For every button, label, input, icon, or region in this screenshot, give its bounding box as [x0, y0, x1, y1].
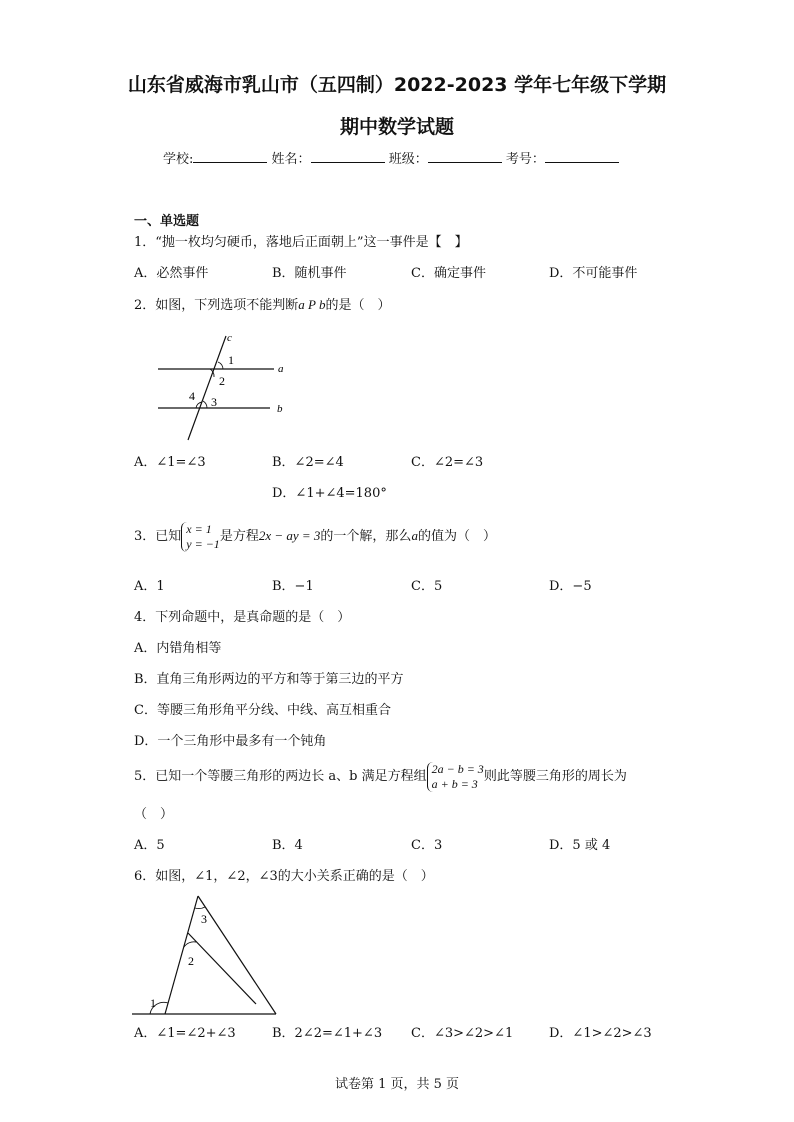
- q3-stem-prefix: 3．已知: [134, 529, 182, 544]
- q5-option-a[interactable]: A．5: [134, 838, 165, 853]
- exam-title-line1: 山东省威海市乳山市（五四制）2022-2023 学年七年级下学期: [127, 74, 667, 96]
- class-label: 班级：: [388, 152, 428, 167]
- label-angle-2: 2: [188, 954, 194, 968]
- exam-no-label: 考号：: [505, 152, 545, 167]
- q6-option-d[interactable]: D．∠1>∠2>∠3: [549, 1026, 652, 1041]
- label-angle-3: 3: [201, 912, 207, 926]
- q6-option-c[interactable]: C．∠3>∠2>∠1: [411, 1026, 514, 1041]
- q5-stem: [134, 759, 627, 795]
- q2-stem-suffix: 的是（ ）: [325, 298, 391, 313]
- q2-parallel-lines-figure: [150, 330, 300, 442]
- section-title: 一、单选题: [134, 214, 200, 229]
- q5-option-c[interactable]: C．3: [411, 838, 443, 853]
- q4-option-b[interactable]: B．直角三角形两边的平方和等于第三边的平方: [134, 672, 404, 687]
- q3-sys-line2: y = −1: [186, 536, 220, 551]
- q4-option-d[interactable]: D．一个三角形中最多有一个钝角: [134, 734, 327, 749]
- q3-system: [181, 522, 220, 552]
- class-field[interactable]: [428, 150, 502, 163]
- q2-option-a[interactable]: A．∠1=∠3: [134, 455, 206, 470]
- q5-system: [427, 762, 484, 792]
- q6-option-a[interactable]: A．∠1=∠2+∠3: [134, 1026, 236, 1041]
- label-angle-1: 1: [150, 996, 156, 1010]
- q1-option-b[interactable]: B．随机事件: [272, 266, 347, 281]
- q5-stem-prefix: 5．已知一个等腰三角形的两边长 a、b 满足方程组: [134, 769, 427, 784]
- q3-option-b[interactable]: B．−1: [272, 579, 314, 594]
- q2-option-d[interactable]: D．∠1+∠4=180°: [272, 486, 387, 501]
- q5-stem-suffix: 则此等腰三角形的周长为: [483, 769, 627, 784]
- q3-option-d[interactable]: D．−5: [549, 579, 592, 594]
- q6-triangle-figure: [128, 892, 280, 1018]
- label-angle-3: 3: [211, 395, 217, 409]
- q1-option-a[interactable]: A．必然事件: [134, 266, 209, 281]
- q5-sys-line1: 2a − b = 3: [431, 761, 484, 776]
- q1-option-d[interactable]: D．不可能事件: [549, 266, 638, 281]
- q1-stem: 1．“抛一枚均匀硬币，落地后正面朝上”这一事件是【 】: [134, 235, 468, 250]
- label-a: a: [278, 363, 284, 375]
- line-c: [188, 336, 226, 440]
- q4-stem: 4．下列命题中，是真命题的是（ ）: [134, 610, 351, 625]
- q3-option-a[interactable]: A．1: [134, 579, 165, 594]
- q4-option-c[interactable]: C．等腰三角形角平分线、中线、高互相重合: [134, 703, 391, 718]
- q6-stem: 6．如图，∠1，∠2，∠3的大小关系正确的是（ ）: [134, 869, 434, 884]
- exam-title-line2: 期中数学试题: [339, 116, 454, 138]
- page-footer: 试卷第 1 页，共 5 页: [334, 1077, 460, 1092]
- school-field[interactable]: [193, 150, 267, 163]
- q4-option-a[interactable]: A．内错角相等: [134, 641, 222, 656]
- q2-stem-math: a P b: [298, 297, 326, 312]
- label-angle-1: 1: [228, 353, 234, 367]
- q3-stem-mid: 是方程: [219, 529, 259, 544]
- q3-option-c[interactable]: C．5: [411, 579, 443, 594]
- q5-stem-line2: （ ）: [134, 807, 174, 822]
- label-b: b: [277, 403, 283, 415]
- q3-var: a: [411, 528, 418, 543]
- q1-option-c[interactable]: C．确定事件: [411, 266, 486, 281]
- q3-stem: [134, 518, 496, 554]
- q5-option-b[interactable]: B．4: [272, 838, 303, 853]
- q2-option-b[interactable]: B．∠2=∠4: [272, 455, 344, 470]
- exam-no-field[interactable]: [545, 150, 619, 163]
- label-c: c: [227, 332, 232, 344]
- student-info-line: [163, 148, 619, 167]
- q2-stem: [134, 297, 391, 314]
- q2-option-c[interactable]: C．∠2=∠3: [411, 455, 484, 470]
- q3-equation: 2x − ay = 3: [258, 528, 321, 543]
- q2-stem-prefix: 2．如图，下列选项不能判断: [134, 298, 299, 313]
- q5-option-d[interactable]: D．5 或 4: [549, 838, 611, 853]
- label-angle-2: 2: [219, 374, 225, 388]
- q5-sys-line2: a + b = 3: [431, 776, 478, 791]
- q3-stem-mid2: 的一个解，那么: [320, 529, 412, 544]
- q3-stem-suffix: 的值为（ ）: [417, 529, 496, 544]
- q3-sys-line1: x = 1: [186, 521, 212, 536]
- school-label: 学校:: [163, 152, 194, 167]
- name-field[interactable]: [311, 150, 385, 163]
- label-angle-4: 4: [189, 389, 195, 403]
- name-label: 姓名：: [271, 152, 311, 167]
- q6-option-b[interactable]: B．2∠2=∠1+∠3: [272, 1026, 383, 1041]
